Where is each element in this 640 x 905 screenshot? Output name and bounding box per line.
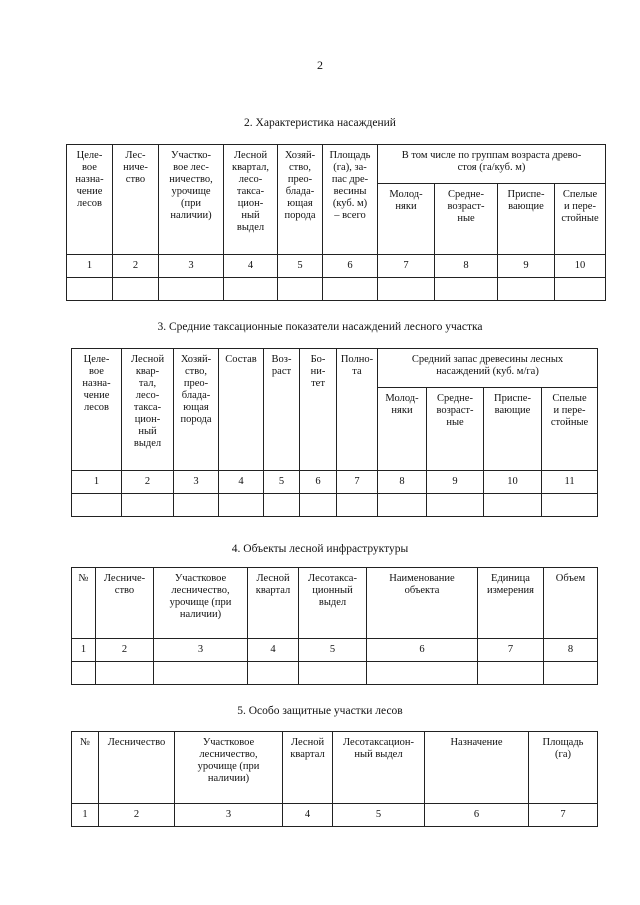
column-number: 8	[378, 471, 427, 494]
empty-cell	[323, 278, 378, 301]
section-title-5: 5. Особо защитные участки лесов	[237, 705, 403, 717]
column-number: 7	[337, 471, 378, 494]
subheader-cell: Молод- няки	[378, 388, 427, 471]
column-number: 5	[278, 255, 323, 278]
column-number: 9	[498, 255, 555, 278]
header-cell: №	[72, 732, 99, 804]
header-cell: Полно- та	[337, 349, 378, 471]
header-cell: Целе- вое назна- чение лесов	[67, 145, 113, 255]
section-title-2: 2. Характеристика насаждений	[244, 117, 396, 129]
column-number: 7	[529, 804, 598, 827]
column-number: 11	[542, 471, 598, 494]
subheader-cell: Спелые и пере- стойные	[555, 184, 606, 255]
column-number: 1	[72, 471, 122, 494]
empty-cell	[478, 662, 544, 685]
empty-cell	[544, 662, 598, 685]
empty-cell	[337, 494, 378, 517]
column-number: 6	[323, 255, 378, 278]
column-number: 3	[154, 639, 248, 662]
header-cell: №	[72, 568, 96, 639]
table-row-empty	[67, 278, 606, 301]
empty-cell	[264, 494, 300, 517]
empty-cell	[378, 494, 427, 517]
empty-cell	[555, 278, 606, 301]
column-number: 2	[96, 639, 154, 662]
empty-cell	[484, 494, 542, 517]
table-stand-characteristics	[66, 144, 606, 301]
group-header-cell: В том числе по группам возраста древо- стоя (га/куб. м)	[378, 145, 606, 184]
empty-cell	[367, 662, 478, 685]
empty-cell	[174, 494, 219, 517]
empty-cell	[278, 278, 323, 301]
column-number: 10	[484, 471, 542, 494]
table-average-taxation	[71, 348, 598, 517]
header-cell: Участко- вое лес- ничество, урочище (при наличии)	[159, 145, 224, 255]
page-number: 2	[317, 58, 323, 72]
table-row-empty	[72, 494, 598, 517]
column-number: 7	[478, 639, 544, 662]
column-number: 5	[264, 471, 300, 494]
header-cell: Назначение	[425, 732, 529, 804]
column-number: 1	[72, 639, 96, 662]
empty-cell	[299, 662, 367, 685]
header-cell: Наименование объекта	[367, 568, 478, 639]
header-cell: Лесной квартал, лесо- такса- цион- ный выдел	[224, 145, 278, 255]
header-cell: Хозяй- ство, прео- блада- ющая порода	[278, 145, 323, 255]
empty-cell	[72, 662, 96, 685]
column-number: 6	[367, 639, 478, 662]
column-number: 6	[425, 804, 529, 827]
empty-cell	[427, 494, 484, 517]
header-cell: Воз- раст	[264, 349, 300, 471]
subheader-cell: Приспе- вающие	[484, 388, 542, 471]
header-cell: Лесной квартал	[248, 568, 299, 639]
header-cell: Площадь (га), за- пас дре- весины (куб. м) – всего	[323, 145, 378, 255]
empty-cell	[96, 662, 154, 685]
section-title-4: 4. Объекты лесной инфраструктуры	[231, 543, 409, 555]
column-number: 9	[427, 471, 484, 494]
column-number: 1	[67, 255, 113, 278]
subheader-cell: Спелые и пере- стойные	[542, 388, 598, 471]
empty-cell	[113, 278, 159, 301]
header-cell: Площадь (га)	[529, 732, 598, 804]
column-number: 10	[555, 255, 606, 278]
subheader-cell: Приспе- вающие	[498, 184, 555, 255]
header-cell: Лесной квар- тал, лесо- такса- цион- ный выдел	[122, 349, 174, 471]
header-cell: Участковое лесничество, урочище (при наличии)	[154, 568, 248, 639]
header-cell: Лесотаксацион- ный выдел	[333, 732, 425, 804]
header-cell: Лес- ниче- ство	[113, 145, 159, 255]
empty-cell	[498, 278, 555, 301]
column-number: 8	[544, 639, 598, 662]
table-forest-infrastructure	[71, 567, 598, 685]
column-number: 3	[175, 804, 283, 827]
empty-cell	[159, 278, 224, 301]
table-row-empty	[72, 662, 598, 685]
subheader-cell: Средне- возраст- ные	[435, 184, 498, 255]
column-number: 5	[299, 639, 367, 662]
empty-cell	[300, 494, 337, 517]
empty-cell	[72, 494, 122, 517]
empty-cell	[435, 278, 498, 301]
header-cell: Лесной квартал	[283, 732, 333, 804]
subheader-cell: Молод- няки	[378, 184, 435, 255]
column-number: 3	[174, 471, 219, 494]
column-number: 4	[283, 804, 333, 827]
empty-cell	[219, 494, 264, 517]
header-cell: Лесничество	[99, 732, 175, 804]
column-number: 4	[219, 471, 264, 494]
column-number: 2	[113, 255, 159, 278]
header-cell: Состав	[219, 349, 264, 471]
empty-cell	[542, 494, 598, 517]
header-cell: Единица измерения	[478, 568, 544, 639]
subheader-cell: Средне- возраст- ные	[427, 388, 484, 471]
column-number: 3	[159, 255, 224, 278]
empty-cell	[224, 278, 278, 301]
column-number: 2	[99, 804, 175, 827]
column-number: 4	[224, 255, 278, 278]
column-number: 6	[300, 471, 337, 494]
column-number: 8	[435, 255, 498, 278]
header-cell: Участковое лесничество, урочище (при наличии)	[175, 732, 283, 804]
column-number: 5	[333, 804, 425, 827]
column-number: 1	[72, 804, 99, 827]
header-cell: Целе- вое назна- чение лесов	[72, 349, 122, 471]
column-number: 7	[378, 255, 435, 278]
header-cell: Лесниче- ство	[96, 568, 154, 639]
header-cell: Бо- ни- тет	[300, 349, 337, 471]
empty-cell	[122, 494, 174, 517]
column-number: 4	[248, 639, 299, 662]
column-number: 2	[122, 471, 174, 494]
header-cell: Хозяй- ство, прео- блада- ющая порода	[174, 349, 219, 471]
group-header-cell: Средний запас древесины лесных насаждений (куб. м/га)	[378, 349, 598, 388]
header-cell: Лесотакса- ционный выдел	[299, 568, 367, 639]
empty-cell	[67, 278, 113, 301]
empty-cell	[378, 278, 435, 301]
header-cell: Объем	[544, 568, 598, 639]
empty-cell	[248, 662, 299, 685]
table-special-protection-areas	[71, 731, 598, 827]
empty-cell	[154, 662, 248, 685]
section-title-3: 3. Средние таксационные показатели насаждений лесного участка	[157, 321, 483, 333]
